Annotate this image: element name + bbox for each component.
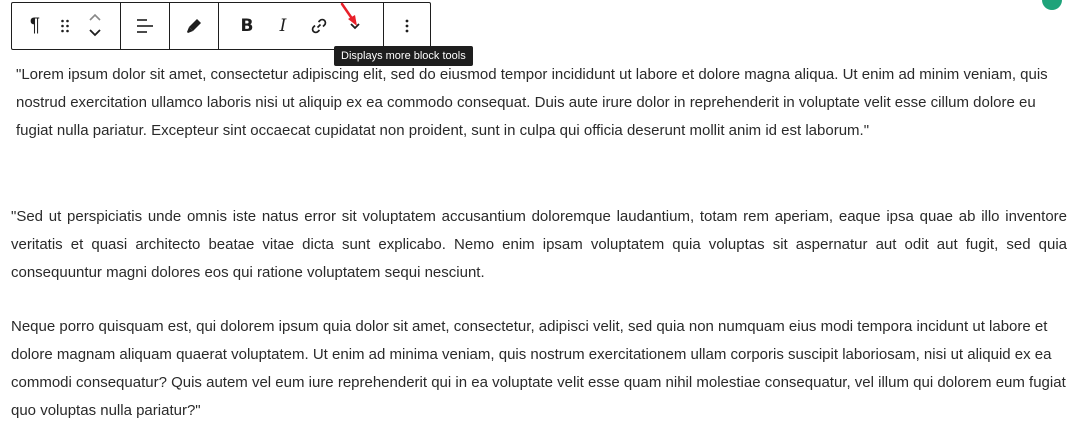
drag-handle-icon[interactable] bbox=[50, 3, 80, 49]
paragraph-block-2[interactable]: "Sed ut perspiciatis unde omnis iste natus error sit voluptatem accusantium doloremque laudantium, totam rem aperiam, eaque ipsa quae ab illo inventore veritatis et quasi architecto beatae vitae dicta sunt explicabo. Nemo enim ipsam voluptatem quia voluptas sit aspernatur aut odit aut fugit, sed quia consequuntur magni dolores eos qui ratione voluptatem sequi nesciunt. bbox=[11, 208, 1067, 281]
align-left-icon[interactable] bbox=[130, 3, 160, 49]
chevron-up-icon[interactable] bbox=[88, 13, 102, 23]
block-toolbar-group-block bbox=[12, 3, 121, 49]
annotation-arrow-icon bbox=[338, 0, 364, 30]
move-block-controls bbox=[80, 3, 110, 49]
paragraph-block-1[interactable]: "Lorem ipsum dolor sit amet, consectetur adipiscing elit, sed do eiusmod tempor incididunt ut labore et dolore magna aliqua. Ut enim ad minim veniam, quis nostrud exercitation ullamco laboris nisi ut aliquip ex ea commodo consequat. Duis aute irure dolor in reprehenderit in voluptate velit esse cillum dolore eu fugiat nulla pariatur. Excepteur sint occaecat cupidatat non proident, sunt in culpa qui officia deserunt mollit anim id est laborum." bbox=[16, 66, 1048, 139]
bold-button[interactable]: B bbox=[240, 16, 254, 36]
block-toolbar-group-options bbox=[384, 3, 430, 49]
paragraph-block-3[interactable]: Neque porro quisquam est, qui dolorem ipsum quia dolor sit amet, consectetur, adipisci velit, sed quia non numquam eius modi tempora incidunt ut labore et dolore magnam aliquam quaerat voluptatem. Ut enim ad minima veniam, quis nostrum exercitationem ullam corporis suscipit laboriosam, nisi ut aliquid ex ea commodi consequatur? Quis autem vel eum iure reprehenderit qui in ea voluptate velit esse quam nihil molestiae consequatur, vel illum qui dolorem eum fugiat quo voluptas nulla pariatur?" bbox=[11, 318, 1066, 419]
paragraph-icon[interactable]: ¶ bbox=[29, 15, 41, 36]
block-toolbar-group-style bbox=[170, 3, 219, 49]
chevron-down-icon[interactable] bbox=[88, 27, 102, 39]
block-toolbar-group-align bbox=[121, 3, 170, 49]
status-indicator-icon bbox=[1042, 0, 1062, 10]
tooltip: Displays more block tools bbox=[334, 46, 473, 66]
block-toolbar bbox=[11, 2, 431, 50]
vertical-dots-icon[interactable] bbox=[392, 3, 422, 49]
pen-icon[interactable] bbox=[179, 3, 209, 49]
italic-button[interactable]: I bbox=[279, 16, 287, 36]
link-icon[interactable] bbox=[301, 3, 337, 49]
